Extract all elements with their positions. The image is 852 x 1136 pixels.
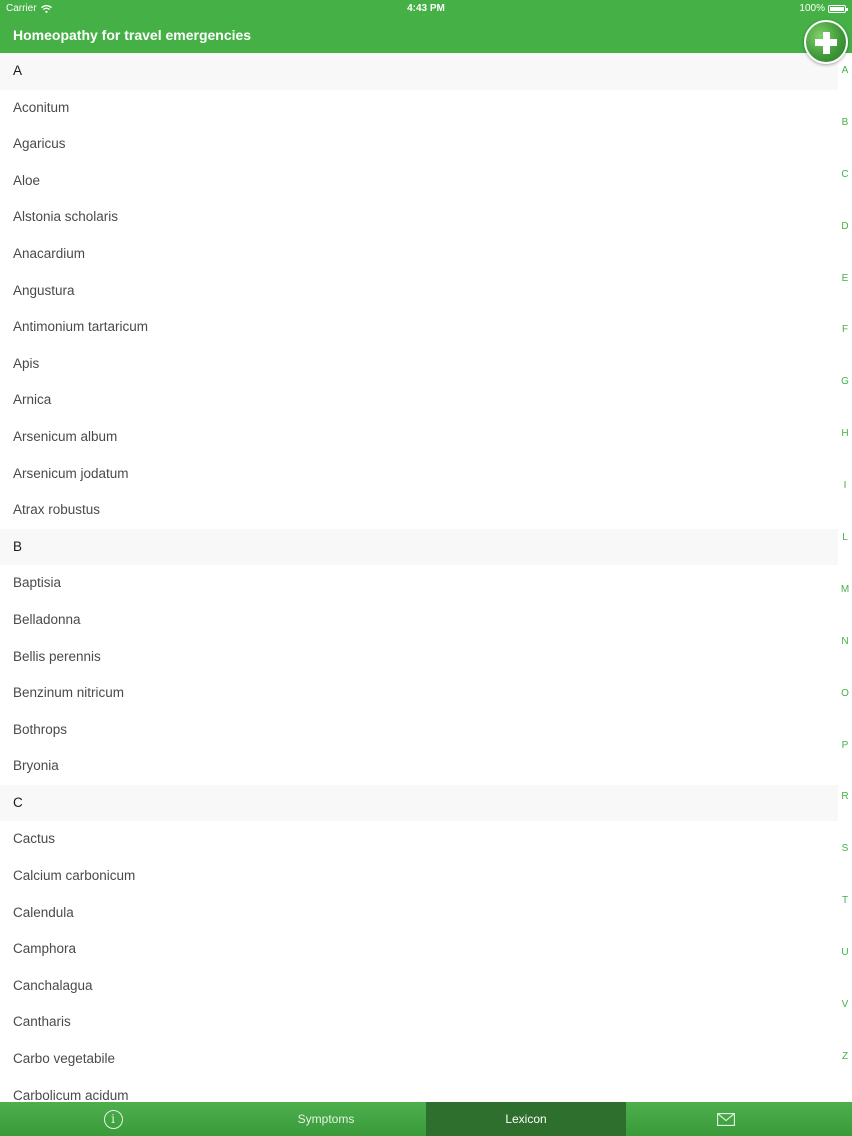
carrier-label: Carrier xyxy=(6,3,37,14)
list-item[interactable]: Calcium carbonicum xyxy=(13,868,136,884)
section-header-c: C xyxy=(0,785,838,822)
list-item[interactable]: Belladonna xyxy=(13,611,81,627)
index-letter-v[interactable]: V xyxy=(841,999,849,1011)
tab-bar xyxy=(0,1102,852,1136)
list-item[interactable]: Benzinum nitricum xyxy=(13,685,125,701)
index-letter-r[interactable]: R xyxy=(841,791,849,803)
lexicon-list[interactable] xyxy=(0,53,838,1102)
index-letter-c[interactable]: C xyxy=(841,168,849,180)
index-letter-p[interactable]: P xyxy=(841,739,849,751)
list-item[interactable]: Alstonia scholaris xyxy=(13,209,119,225)
section-header-b: B xyxy=(0,529,838,566)
section-index[interactable] xyxy=(838,53,852,1102)
list-item[interactable]: Carbolicum acidum xyxy=(13,1087,129,1102)
mail-icon xyxy=(717,1113,735,1126)
index-letter-a[interactable]: A xyxy=(841,65,849,76)
list-item[interactable]: Angustura xyxy=(13,282,75,298)
index-letter-l[interactable]: L xyxy=(842,532,848,544)
list-item[interactable]: Camphora xyxy=(13,941,77,957)
nav-bar xyxy=(0,18,852,53)
list-item[interactable]: Agaricus xyxy=(13,136,66,152)
list-item[interactable]: Apis xyxy=(13,355,40,371)
list-item[interactable]: Antimonium tartaricum xyxy=(13,319,149,335)
index-letter-h[interactable]: H xyxy=(841,428,849,440)
list-item[interactable]: Bothrops xyxy=(13,721,68,737)
battery-icon xyxy=(828,5,846,13)
tab-lexicon[interactable] xyxy=(426,1102,626,1136)
list-item[interactable]: Arsenicum jodatum xyxy=(13,465,129,481)
list-item[interactable]: Cantharis xyxy=(13,1014,71,1030)
list-item[interactable]: Anacardium xyxy=(13,245,86,261)
index-letter-d[interactable]: D xyxy=(841,220,849,232)
tab-symptoms[interactable] xyxy=(226,1102,426,1136)
index-letter-o[interactable]: O xyxy=(841,687,849,699)
info-icon: i xyxy=(104,1110,123,1129)
index-letter-t[interactable]: T xyxy=(841,895,849,907)
list-item[interactable]: Aconitum xyxy=(13,99,70,115)
list-item[interactable]: Carbo vegetabile xyxy=(13,1051,116,1067)
index-letter-g[interactable]: G xyxy=(841,376,849,388)
list-item[interactable]: Baptisia xyxy=(13,575,62,591)
list-item[interactable]: Canchalagua xyxy=(13,977,93,993)
add-icon[interactable] xyxy=(804,20,848,64)
list-item[interactable]: Cactus xyxy=(13,831,56,847)
battery-percent: 100% xyxy=(799,3,825,14)
battery-indicator xyxy=(799,3,846,14)
tab-info[interactable] xyxy=(0,1102,226,1136)
tab-lexicon-label: Lexicon xyxy=(505,1112,547,1126)
status-bar xyxy=(0,0,852,18)
index-letter-u[interactable]: U xyxy=(841,947,849,959)
list-item[interactable]: Bryonia xyxy=(13,758,59,774)
section-header-a: A xyxy=(0,53,838,90)
index-letter-i[interactable]: I xyxy=(843,480,847,492)
index-letter-n[interactable]: N xyxy=(841,635,849,647)
list-item[interactable]: Calendula xyxy=(13,904,74,920)
index-letter-f[interactable]: F xyxy=(841,324,849,336)
list-item[interactable]: Arsenicum album xyxy=(13,428,118,444)
index-letter-m[interactable]: M xyxy=(840,583,850,595)
tab-symptoms-label: Symptoms xyxy=(297,1112,355,1126)
page-title: Homeopathy for travel emergencies xyxy=(13,27,252,43)
index-letter-s[interactable]: S xyxy=(841,843,849,855)
list-item[interactable]: Aloe xyxy=(13,172,41,188)
list-item[interactable]: Arnica xyxy=(13,392,52,408)
index-letter-b[interactable]: B xyxy=(841,116,849,128)
index-letter-z[interactable]: Z xyxy=(841,1050,849,1062)
index-letter-e[interactable]: E xyxy=(841,272,849,284)
tab-mail[interactable] xyxy=(626,1102,826,1136)
list-item[interactable]: Atrax robustus xyxy=(13,502,101,518)
list-item[interactable]: Bellis perennis xyxy=(13,648,101,664)
status-time: 4:43 PM xyxy=(407,3,445,14)
